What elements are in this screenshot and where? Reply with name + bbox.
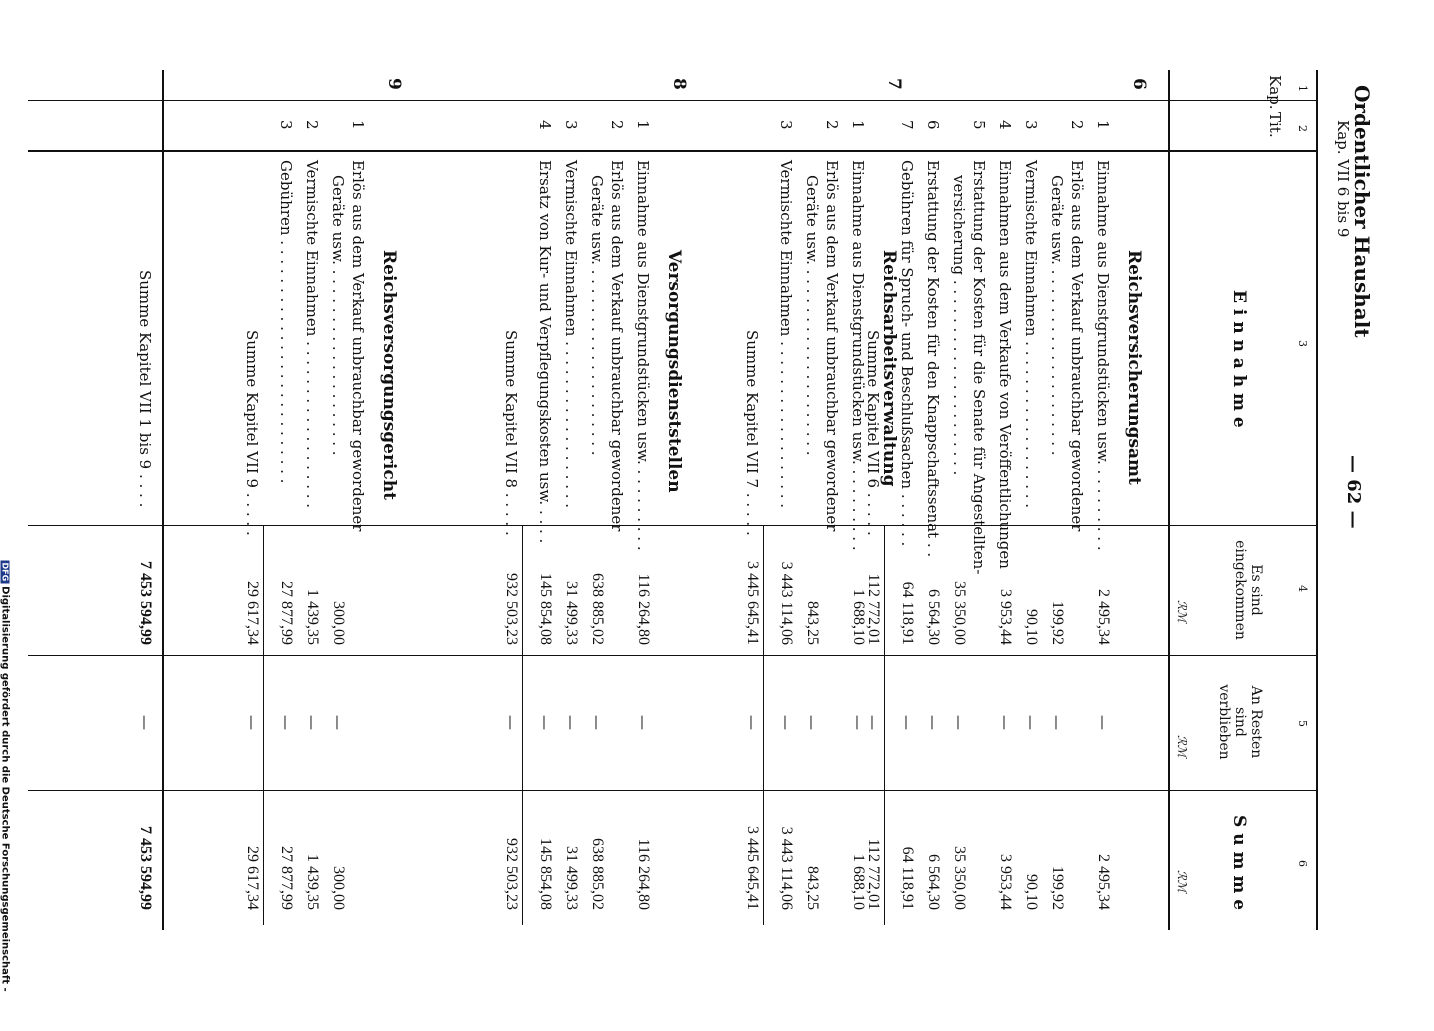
col-rule-2: [28, 150, 1318, 152]
row-text: Einnahme aus Dienstgrundstücken usw. . . . . . . . . .: [1094, 160, 1112, 551]
value-reste: —: [924, 715, 942, 730]
value-reste: —: [329, 715, 347, 730]
row-text: Vermischte Einnahmen . . . . . . . . . . . . . . . . . .: [562, 160, 580, 509]
row-text: Erlös aus dem Verkauf unbrauchbar gewordener: [1068, 160, 1086, 532]
row-text: Erlös aus dem Verkauf unbrauchbar gewordener: [608, 160, 626, 532]
row-text: Erstattung der Kosten für den Knappschaftssenat . .: [924, 160, 942, 558]
value-reste: —: [849, 715, 867, 730]
value-reste: —: [536, 715, 554, 730]
value-eingekommen: 116 264,80: [635, 573, 652, 645]
value-reste: —: [777, 715, 795, 730]
row-text: Erstattung der Kosten für die Senate für Angestellten-: [970, 160, 988, 575]
kap-number: 6: [1129, 78, 1149, 90]
grand-total-summe: 7 453 594,99: [137, 826, 154, 910]
value-summe: 3 953,44: [997, 854, 1014, 910]
col-rule-4: [28, 655, 1318, 656]
total-summe: 112 772,01: [865, 838, 882, 910]
credit-line: [0, 561, 11, 1031]
col-rule-3: [28, 525, 1318, 526]
column-number: 2: [1296, 125, 1309, 132]
col-rule-5: [28, 790, 1318, 791]
total-eingekommen: 932 503,23: [503, 573, 520, 645]
value-summe: 35 350,00: [951, 846, 968, 910]
tit-number: 1: [634, 120, 652, 130]
row-text: Erlös aus dem Verkauf unbrauchbar gewordener: [823, 160, 841, 532]
col-rule-1: [28, 100, 1318, 101]
value-reste: —: [1048, 715, 1066, 730]
page-title: Ordentlicher Haushalt: [1350, 85, 1374, 338]
column-number: 3: [1296, 340, 1309, 347]
grand-total-rule: [162, 70, 164, 930]
total-rule: [522, 525, 523, 925]
total-label: Summe Kapitel VII 6 . . . . .: [864, 330, 882, 536]
value-reste: —: [303, 715, 321, 730]
value-summe: 64 118,91: [899, 846, 916, 910]
total-eingekommen: 112 772,01: [865, 573, 882, 645]
unit-label: ℛℳ: [1175, 870, 1189, 893]
value-reste: —: [634, 715, 652, 730]
total-summe: 29 617,34: [244, 846, 261, 910]
tit-number: 3: [1022, 120, 1040, 130]
total-label: Summe Kapitel VII 7 . . . . .: [743, 330, 761, 536]
row-text: Geräte usw. . . . . . . . . . . . . . . . . . . . .: [803, 175, 821, 456]
value-eingekommen: 300,00: [330, 601, 347, 645]
total-reste: —: [502, 715, 520, 730]
total-label: Summe Kapitel VII 8 . . . . .: [502, 330, 520, 536]
total-label: Summe Kapitel VII 9 . . . . .: [243, 330, 261, 536]
value-eingekommen: 1 439,35: [304, 589, 321, 645]
tit-number: 1: [1094, 120, 1112, 130]
total-summe: 932 503,23: [503, 838, 520, 910]
total-eingekommen: 29 617,34: [244, 581, 261, 645]
total-rule: [763, 525, 764, 925]
value-reste: —: [1022, 715, 1040, 730]
value-summe: 1 439,35: [304, 854, 321, 910]
kap-number: 8: [669, 78, 689, 90]
col-head-kap: Kap.: [1266, 75, 1284, 110]
page-number: — 62 —: [1343, 455, 1364, 529]
value-eingekommen: 843,25: [804, 601, 821, 645]
value-summe: 90,10: [1023, 874, 1040, 910]
row-text: Einnahmen aus dem Verkaufe von Veröffentlichungen: [996, 160, 1014, 569]
grand-total-eingekommen: 7 453 594,99: [137, 561, 154, 645]
tit-number: 4: [996, 120, 1014, 130]
dfg-logo: DFG: [0, 562, 10, 582]
tit-number: 3: [777, 120, 795, 130]
col-head-eingekommen: Es sind eingekommen: [1232, 540, 1264, 640]
row-text: Erlös aus dem Verkauf unbrauchbar gewordener: [349, 160, 367, 532]
value-summe: 638 885,02: [589, 838, 606, 910]
value-summe: 6 564,30: [925, 854, 942, 910]
value-eingekommen: 64 118,91: [899, 581, 916, 645]
value-reste: —: [277, 715, 295, 730]
tit-number: 2: [303, 120, 321, 130]
value-eingekommen: 90,10: [1023, 609, 1040, 645]
row-text: Vermischte Einnahmen . . . . . . . . . . . . . . . . . .: [777, 160, 795, 509]
column-number: 6: [1296, 860, 1309, 867]
tit-number: 3: [562, 120, 580, 130]
col-head-einnahme: E i n n a h m e: [1229, 290, 1249, 428]
value-summe: 199,92: [1049, 866, 1066, 910]
value-eingekommen: 31 499,33: [563, 581, 580, 645]
value-reste: —: [562, 715, 580, 730]
value-summe: 27 877,99: [278, 846, 295, 910]
total-eingekommen: 3 445 645,41: [744, 561, 761, 645]
section-title: Versorgungsdienststellen: [664, 250, 684, 493]
page-subtitle: Kap. VII 6 bis 9: [1334, 120, 1352, 238]
value-eingekommen: 3 443 114,06: [778, 561, 795, 645]
row-text: Einnahme aus Dienstgrundstücken usw. . . . . . . . . .: [849, 160, 867, 551]
kap-number: 9: [384, 78, 404, 90]
value-reste: —: [950, 715, 968, 730]
value-summe: 3 443 114,06: [778, 826, 795, 910]
value-summe: 2 495,34: [1095, 854, 1112, 910]
value-eingekommen: 1 688,10: [850, 589, 867, 645]
total-rule: [263, 525, 264, 925]
grand-total-label: Summe Kapitel VII 1 bis 9 . . . .: [136, 270, 154, 508]
col-head-summe: S u m m e: [1229, 815, 1249, 911]
row-text: Vermischte Einnahmen . . . . . . . . . . . . . . . . . .: [303, 160, 321, 509]
total-reste: —: [243, 715, 261, 730]
row-text: Vermischte Einnahmen . . . . . . . . . . . . . . . . . .: [1022, 160, 1040, 509]
total-summe: 3 445 645,41: [744, 826, 761, 910]
total-reste: —: [743, 715, 761, 730]
value-eingekommen: 2 495,34: [1095, 589, 1112, 645]
tit-number: 2: [823, 120, 841, 130]
row-text: Gebühren . . . . . . . . . . . . . . . . . . . . . . . . . .: [277, 160, 295, 484]
row-text: Ersatz von Kur- und Verpflegungskosten usw. . . . .: [536, 160, 554, 544]
total-reste: —: [864, 715, 882, 730]
row-text: Gebühren für Spruch- und Beschlußsachen . . . . . .: [898, 160, 916, 547]
value-eingekommen: 6 564,30: [925, 589, 942, 645]
value-reste: —: [1094, 715, 1112, 730]
value-eingekommen: 199,92: [1049, 601, 1066, 645]
unit-label: ℛℳ: [1175, 735, 1189, 758]
tit-number: 7: [898, 120, 916, 130]
value-reste: —: [588, 715, 606, 730]
value-summe: 116 264,80: [635, 838, 652, 910]
column-number: 4: [1296, 585, 1309, 592]
tit-number: 6: [924, 120, 942, 130]
column-number: 1: [1296, 85, 1309, 92]
value-eingekommen: 3 953,44: [997, 589, 1014, 645]
tit-number: 4: [536, 120, 554, 130]
value-reste: —: [898, 715, 916, 730]
tit-number: 2: [608, 120, 626, 130]
value-summe: 843,25: [804, 866, 821, 910]
value-eingekommen: 27 877,99: [278, 581, 295, 645]
header-rule-top: [1316, 70, 1318, 930]
value-eingekommen: 145 854,08: [537, 573, 554, 645]
unit-label: ℛℳ: [1175, 600, 1189, 623]
tit-number: 2: [1068, 120, 1086, 130]
value-eingekommen: 638 885,02: [589, 573, 606, 645]
section-title: Reichsversicherungsamt: [1124, 250, 1144, 485]
value-reste: —: [996, 715, 1014, 730]
row-text: Geräte usw. . . . . . . . . . . . . . . . . . . . .: [588, 175, 606, 456]
value-summe: 31 499,33: [563, 846, 580, 910]
row-text: Geräte usw. . . . . . . . . . . . . . . . . . . . .: [329, 175, 347, 456]
row-text: Geräte usw. . . . . . . . . . . . . . . . . . . . .: [1048, 175, 1066, 456]
column-number: 5: [1296, 720, 1309, 727]
grand-total-reste: —: [136, 715, 154, 730]
section-title: Reichsversorgungsgericht: [379, 250, 399, 500]
row-text: Einnahme aus Dienstgrundstücken usw. . . . . . . . . .: [634, 160, 652, 551]
total-rule: [884, 525, 885, 925]
value-summe: 300,00: [330, 866, 347, 910]
kap-number: 7: [884, 78, 904, 90]
value-eingekommen: 35 350,00: [951, 581, 968, 645]
value-summe: 145 854,08: [537, 838, 554, 910]
tit-number: 3: [277, 120, 295, 130]
col-head-tit: Tit.: [1266, 112, 1284, 138]
tit-number: 1: [349, 120, 367, 130]
tit-number: 5: [970, 120, 988, 130]
value-reste: —: [803, 715, 821, 730]
section-title: Reichsarbeitsverwaltung: [879, 250, 899, 487]
credit-text: Digitalisierung gefördert durch die Deutsche Forschungsgemeinschaft -: [0, 586, 11, 992]
row-text: versicherung . . . . . . . . . . . . . . . . . . . . .: [950, 175, 968, 476]
col-head-reste: An Resten sind verblieben: [1216, 684, 1264, 760]
value-summe: 1 688,10: [850, 854, 867, 910]
header-rule-bottom: [1168, 70, 1170, 930]
tit-number: 1: [849, 120, 867, 130]
